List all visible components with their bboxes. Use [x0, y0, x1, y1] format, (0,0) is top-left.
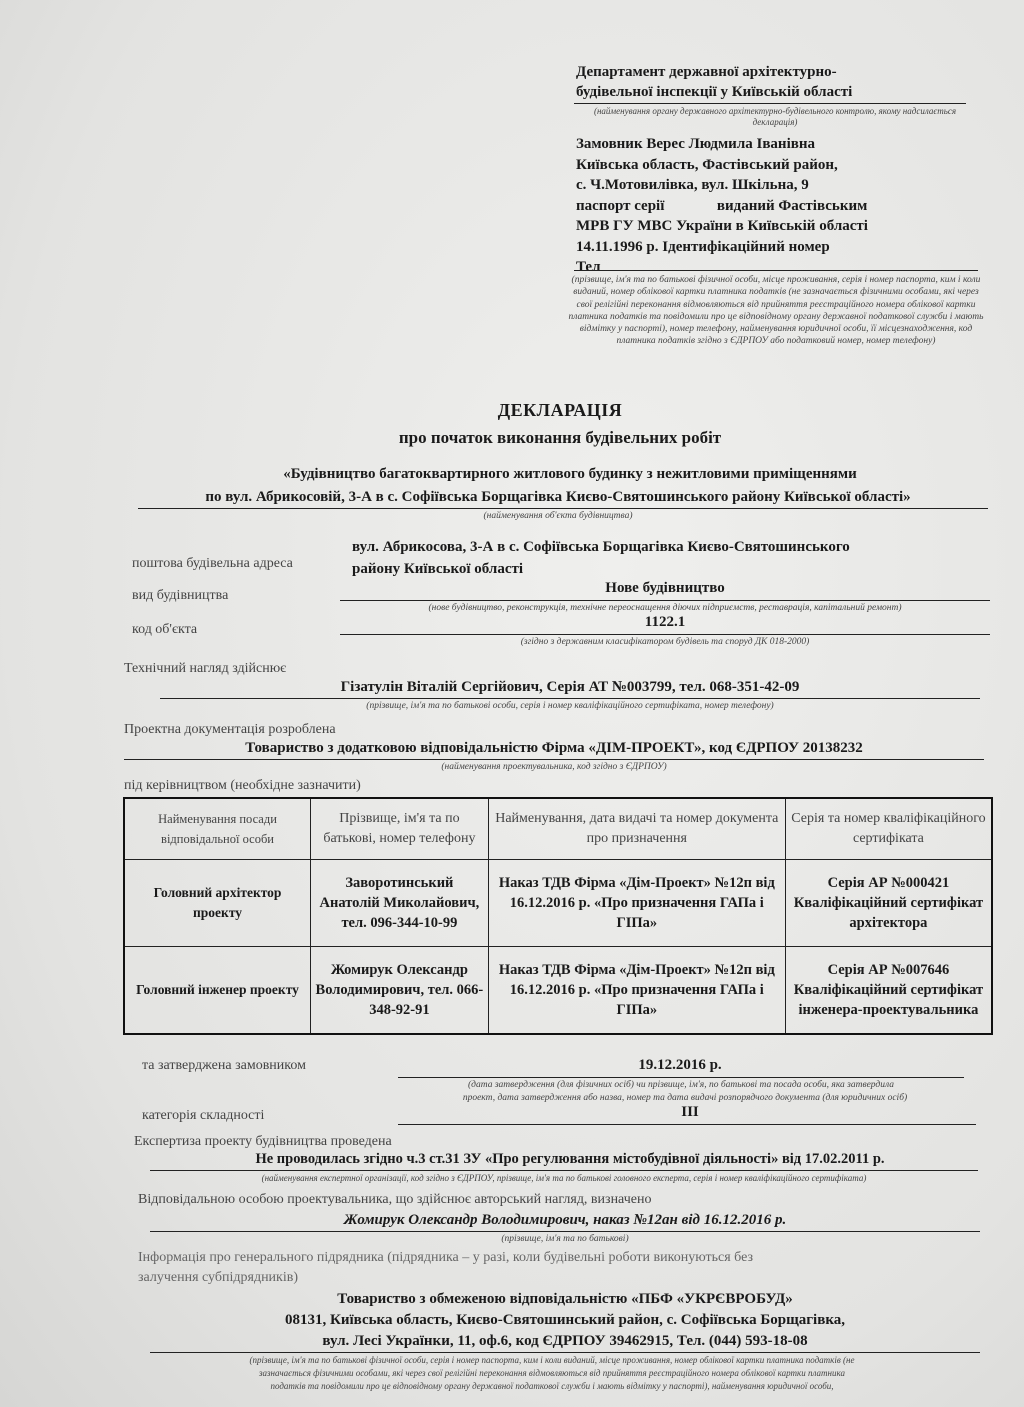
customer-line-2: Київська область, Фастівський район, — [576, 156, 838, 173]
department-line-1: Департамент державної архітектурно- — [576, 64, 837, 80]
author-supervision-underline — [150, 1231, 980, 1232]
design-note: (найменування проектувальника, код згідно з ЄДРПОУ) — [441, 762, 667, 772]
address-value-1: вул. Абрикосова, 3-А в с. Софіївська Борщагівка Києво-Святошинського — [352, 539, 850, 555]
design-underline — [124, 759, 984, 760]
customer-line-6: 14.11.1996 р. Ідентифікаційний номер — [576, 238, 830, 255]
contractor-label-1: Інформація про генерального підрядника (підрядника – у разі, коли будівельні роботи виконуються без — [138, 1250, 754, 1265]
customer-line-1: Замовник Верес Людмила Іванівна — [576, 136, 815, 152]
cell-position: Головний інженер проекту — [124, 946, 311, 1034]
header-person: Прізвище, ім'я та по батькові, номер телефону — [311, 798, 489, 859]
expertise-label: Експертиза проекту будівництва проведена — [134, 1134, 392, 1149]
cell-person: Жомирук Олександр Володимирович, тел. 066-348-92-91 — [311, 946, 489, 1034]
document-subtitle: про початок виконання будівельних робіт — [398, 428, 722, 447]
construction-type-value: Нове будівництво — [605, 580, 725, 596]
category-underline — [398, 1124, 976, 1125]
design-label: Проектна документація розроблена — [124, 722, 336, 737]
approval-value: 19.12.2016 р. — [638, 1057, 722, 1073]
customer-block — [576, 134, 976, 278]
header-document: Найменування, дата видачі та номер документа про призначення — [488, 798, 785, 859]
customer-underline — [574, 270, 978, 271]
approval-underline — [398, 1077, 964, 1078]
contractor-note-3: податків та повідомили про це відповідному органу державної податкової служби і мають відмітку у паспорті), найменування юридичної особи, — [270, 1381, 834, 1391]
approval-note-2: проект, дата затвердження або назва, номер та дата видачі розпорядчого документа (для юридичних осіб) — [462, 1093, 908, 1103]
expertise-note: (найменування експертної організації, код згідно з ЄДРПОУ, прізвище, ім'я та по батькові головного експерта, серія і номер кваліфікаційного сертифіката) — [261, 1173, 867, 1183]
customer-note: (прізвище, ім'я та по батькові фізичної особи, місце проживання, серія і номер паспорта, ким і коли виданий, номер облікової картки платника податків (не зазначається фізичними особами, які через свої релігійні переконання відмовляються від прийняття реєстраційного номера облікової картки платника податків та повідомили про це відповідному органу державної податкової служби і мають відмітку у паспорті), номер телефону, найменування юридичної особи, її місцезнаходження, код платника податків згідно з ЄДРПОУ або податковий номер, номер телефону) — [568, 275, 984, 347]
contractor-line-3: вул. Лесі Українки, 11, оф.6, код ЄДРПОУ 39462915, Тел. (044) 593-18-08 — [322, 1333, 808, 1349]
object-line-1: «Будівництво багатоквартирного житлового будинку з нежитловими приміщеннями — [283, 466, 857, 482]
supervision-value: Гізатулін Віталій Сергійович, Серія АТ №003799, тел. 068-351-42-09 — [340, 679, 800, 695]
object-code-label: код об'єкта — [132, 622, 198, 637]
table-header-row — [124, 798, 992, 859]
contractor-underline — [150, 1352, 980, 1353]
author-supervision-label: Відповідальною особою проектувальника, що здійснює авторський нагляд, визначено — [138, 1192, 652, 1207]
cell-position: Головний архітектор проекту — [124, 859, 311, 946]
construction-type-note: (нове будівництво, реконструкція, технічне переоснащення діючих підприємств, реставрація, капітальний ремонт) — [428, 603, 902, 613]
expertise-underline — [150, 1170, 978, 1171]
author-supervision-value: Жомирук Олександр Володимирович, наказ №12ан від 16.12.2016 р. — [343, 1212, 787, 1228]
object-code-note: (згідно з державним класифікатором будівель та споруд ДК 018-2000) — [520, 637, 810, 647]
header-certificate: Серія та номер кваліфікаційного сертифіката — [785, 798, 992, 859]
supervision-note: (прізвище, ім'я та по батькові особи, серія і номер кваліфікаційного сертифіката, номер телефону) — [366, 701, 774, 711]
supervision-underline — [160, 698, 980, 699]
contractor-line-2: 08131, Київська область, Києво-Святошинський район, с. Софіївська Борщагівка, — [285, 1312, 845, 1328]
contractor-label-2: залучення субпідрядників) — [138, 1270, 299, 1285]
address-label: поштова будівельна адреса — [132, 556, 293, 571]
document-title: ДЕКЛАРАЦІЯ — [497, 400, 623, 420]
header-position: Найменування посади відповідальної особи — [124, 798, 311, 859]
expertise-value: Не проводилась згідно ч.3 ст.31 ЗУ «Про регулювання містобудівної діяльності» від 17.02.2011 р. — [255, 1151, 885, 1167]
category-value: III — [681, 1104, 699, 1120]
leadership-label: під керівництвом (необхідне зазначити) — [124, 778, 361, 793]
object-code-underline — [340, 634, 990, 635]
contractor-note-1: (прізвище, ім'я та по батькові фізичної особи, серія і номер паспорта, ким і коли виданий, місце проживання, номер облікової картки платника податків (не — [249, 1355, 855, 1365]
construction-type-underline — [340, 600, 990, 601]
approval-label: та затверджена замовником — [142, 1058, 306, 1073]
object-line-2: по вул. Абрикосовій, 3-А в с. Софіївська Борщагівка Києво-Святошинського району Київської області» — [205, 489, 911, 505]
cell-document: Наказ ТДВ Фірма «Дім-Проект» №12п від 16.12.2016 р. «Про призначення ГАПа і ГІПа» — [488, 946, 785, 1034]
supervision-label: Технічний нагляд здійснює — [124, 661, 287, 676]
department-underline — [574, 103, 966, 104]
contractor-line-1: Товариство з обмеженою відповідальністю «ПБФ «УКРЄВРОБУД» — [337, 1291, 793, 1307]
customer-line-7: Тел — [576, 259, 601, 275]
customer-line-5: МРВ ГУ МВС України в Київській області — [576, 218, 868, 234]
object-underline — [138, 508, 988, 509]
cell-certificate: Серія АР №000421 Кваліфікаційний сертифікат архітектора — [785, 859, 992, 946]
cell-person: Заворотинський Анатолій Миколайович, тел. 096-344-10-99 — [311, 859, 489, 946]
contractor-note-2: зазначається фізичними особами, які через свої релігійні переконання відмовляються від прийняття реєстраційного номера облікової картки платника — [259, 1368, 845, 1378]
department-note: (найменування органу державного архітектурно-будівельного контролю, якому надсилається декларація) — [593, 106, 957, 127]
construction-type-label: вид будівництва — [132, 588, 229, 603]
customer-line-3: с. Ч.Мотовилівка, вул. Шкільна, 9 — [576, 177, 809, 193]
table-row — [124, 946, 992, 1034]
cell-certificate: Серія АР №007646 Кваліфікаційний сертифікат інженера-проектувальника — [785, 946, 992, 1034]
design-value: Товариство з додатковою відповідальністю Фірма «ДІМ-ПРОЕКТ», код ЄДРПОУ 20138232 — [245, 740, 863, 756]
address-value-2: району Київської області — [352, 561, 524, 577]
cell-document: Наказ ТДВ Фірма «Дім-Проект» №12п від 16.12.2016 р. «Про призначення ГАПа і ГІПа» — [488, 859, 785, 946]
table-row — [124, 859, 992, 946]
author-supervision-note: (прізвище, ім'я та по батькові) — [501, 1234, 629, 1244]
customer-line-4: паспорт серії виданий Фастівським — [576, 197, 868, 214]
object-code-value: 1122.1 — [644, 614, 686, 630]
object-note: (найменування об'єкта будівництва) — [483, 511, 633, 521]
department-line-2: будівельної інспекції у Київській області — [576, 84, 853, 100]
approval-note-1: (дата затвердження (для фізичних осіб) чи прізвище, ім'я, по батькові та посада особи, яка затвердила — [468, 1080, 894, 1090]
responsible-persons-table — [123, 797, 993, 1035]
addressee-block — [576, 62, 976, 102]
category-label: категорія складності — [142, 1108, 265, 1123]
